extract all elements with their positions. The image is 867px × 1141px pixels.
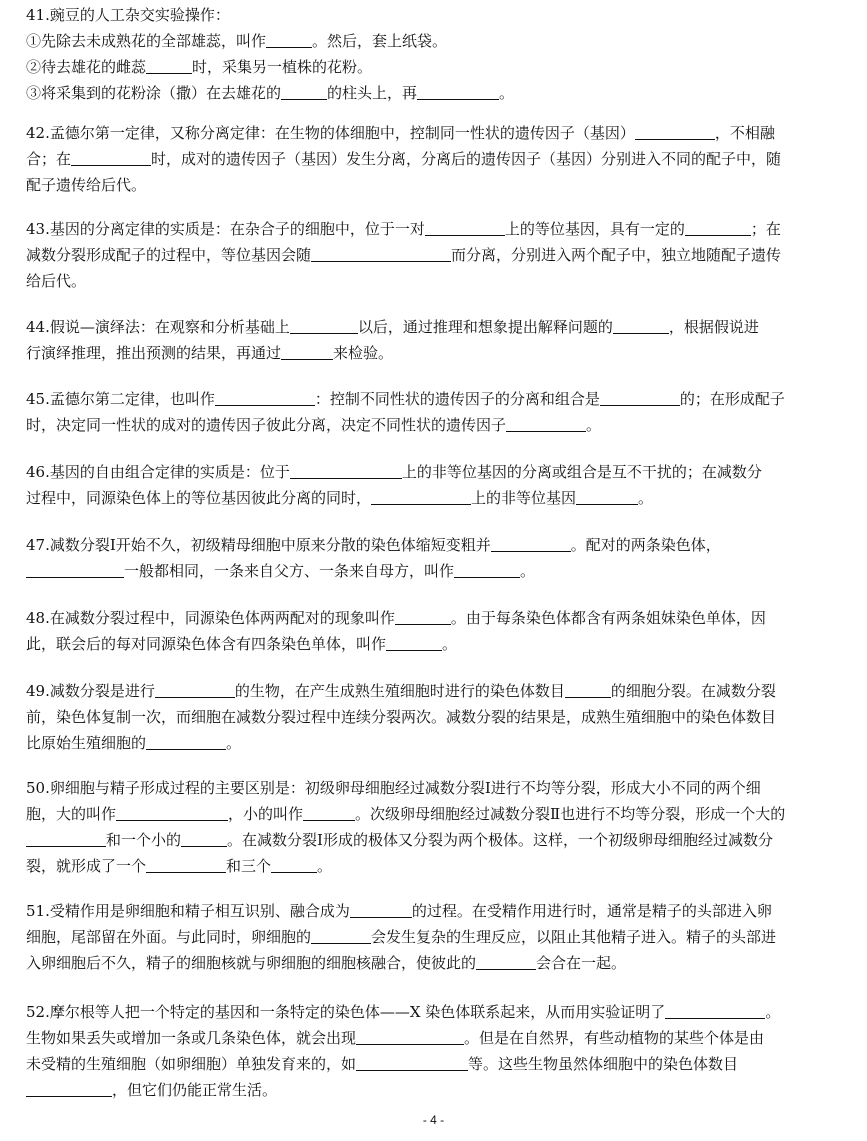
answer-blank[interactable] (26, 1080, 112, 1097)
question-text: 。 (586, 416, 602, 434)
question-text: 减数分裂形成配子的过程中，等位基因会随 (26, 246, 312, 264)
answer-blank[interactable] (454, 561, 520, 578)
question-text: 上的非等位基因的分离或组合是互不干扰的；在减数分 (401, 463, 762, 481)
answer-blank[interactable] (311, 927, 371, 944)
answer-blank[interactable] (491, 535, 571, 552)
question-line (26, 1051, 844, 1077)
question-text: 的细胞分裂。在减数分裂 (610, 682, 776, 700)
answer-blank[interactable] (395, 608, 451, 625)
question-line (26, 120, 844, 146)
answer-blank[interactable] (311, 245, 451, 262)
question-text: 会合在一起。 (536, 954, 627, 972)
question-text: 47.减数分裂Ⅰ开始不久，初级精母细胞中原来分散的染色体缩短变粗并 (26, 536, 491, 554)
question-line (26, 631, 844, 657)
answer-blank[interactable] (576, 488, 638, 505)
question-text: 时，成对的遗传因子（基因）发生分离，分离后的遗传因子（基因）分别进入不同的配子中，随 (151, 150, 782, 168)
question-text: ，小的叫作 (228, 805, 304, 823)
question-line (26, 678, 844, 704)
question-line (26, 459, 844, 485)
answer-blank[interactable] (266, 31, 312, 48)
answer-blank[interactable] (26, 561, 124, 578)
question-text: 给后代。 (26, 272, 87, 290)
answer-blank[interactable] (281, 343, 333, 360)
answer-blank[interactable] (71, 149, 151, 166)
answer-blank[interactable] (271, 856, 317, 873)
question-42 (26, 120, 844, 198)
question-text: 合；在 (26, 150, 72, 168)
question-text: 。 (765, 1003, 781, 1021)
question-line (26, 801, 844, 827)
answer-blank[interactable] (356, 1028, 464, 1045)
question-text: 而分离，分别进入两个配子中，独立地随配子遗传 (451, 246, 782, 264)
answer-blank[interactable] (146, 733, 226, 750)
question-text: ；在 (750, 220, 781, 238)
question-line (26, 54, 844, 80)
question-text: 。 (638, 489, 654, 507)
question-text: 。但是在自然界，有些动植物的某些个体是由 (464, 1029, 765, 1047)
question-text: 。在减数分裂Ⅰ形成的极体又分裂为两个极体。这样，一个初级卵母细胞经过减数分 (227, 831, 773, 849)
question-48 (26, 605, 844, 657)
question-text: 会发生复杂的生理反应，以阻止其他精子进入。精子的头部进 (371, 928, 777, 946)
question-line (26, 412, 844, 438)
question-line (26, 340, 844, 366)
question-text: 46.基因的自由组合定律的实质是：位于 (26, 463, 290, 481)
question-line (26, 853, 844, 879)
question-line (26, 485, 844, 511)
question-text: 。由于每条染色体都含有两条姐妹染色单体，因 (450, 609, 766, 627)
question-44 (26, 314, 844, 366)
question-text: ，根据假说进 (668, 318, 759, 336)
question-line (26, 950, 844, 976)
question-text: 41.豌豆的人工杂交实验操作： (26, 6, 230, 24)
answer-blank[interactable] (417, 83, 499, 100)
question-line (26, 242, 844, 268)
question-text: 。然后，套上纸袋。 (312, 32, 448, 50)
question-line (26, 172, 844, 198)
answer-blank[interactable] (635, 123, 715, 140)
question-line (26, 775, 844, 801)
question-45 (26, 386, 844, 438)
question-text: 50.卵细胞与精子形成过程的主要区别是：初级卵母细胞经过减数分裂Ⅰ进行不均等分裂，形成大小不同的两个细 (26, 779, 761, 797)
answer-blank[interactable] (181, 830, 227, 847)
question-text: 生物如果丢失或增加一条或几条染色体，就会出现 (26, 1029, 357, 1047)
question-text: 48.在减数分裂过程中，同源染色体两两配对的现象叫作 (26, 609, 395, 627)
question-line (26, 146, 844, 172)
question-text: 。次级卵母细胞经过减数分裂Ⅱ也进行不均等分裂，形成一个大的 (355, 805, 786, 823)
answer-blank[interactable] (303, 804, 355, 821)
question-text: 上的非等位基因 (471, 489, 577, 507)
answer-blank[interactable] (350, 901, 412, 918)
answer-blank[interactable] (506, 415, 586, 432)
question-text: 时，决定同一性状的成对的遗传因子彼此分离，决定不同性状的遗传因子 (26, 416, 507, 434)
answer-blank[interactable] (371, 488, 471, 505)
question-text: 。 (226, 734, 242, 752)
answer-blank[interactable] (665, 1002, 765, 1019)
question-text: 的过程。在受精作用进行时，通常是精子的头部进入卵 (411, 902, 772, 920)
question-line (26, 80, 844, 106)
answer-blank[interactable] (613, 317, 669, 334)
question-text: ①先除去未成熟花的全部雄蕊，叫作 (26, 32, 267, 50)
question-line (26, 28, 844, 54)
question-line (26, 216, 844, 242)
question-text: 来检验。 (333, 344, 394, 362)
question-text: 。 (317, 857, 333, 875)
question-41 (26, 2, 844, 106)
question-text: ②待去雄花的雌蕊 (26, 58, 147, 76)
question-text: 等。这些生物虽然体细胞中的染色体数目 (468, 1055, 739, 1073)
question-text: 52.摩尔根等人把一个特定的基因和一条特定的染色体——X 染色体联系起来，从而用实验证明了 (26, 1003, 666, 1021)
question-text: 的生物，在产生成熟生殖细胞时进行的染色体数目 (234, 682, 565, 700)
question-line (26, 827, 844, 853)
question-52 (26, 999, 844, 1103)
question-line (26, 268, 844, 294)
question-text: 一般都相同，一条来自父方、一条来自母方，叫作 (124, 562, 455, 580)
question-line (26, 1077, 844, 1103)
question-text: 胞，大的叫作 (26, 805, 117, 823)
answer-blank[interactable] (565, 681, 611, 698)
question-text: 时，采集另一植株的花粉。 (192, 58, 373, 76)
answer-blank[interactable] (116, 804, 228, 821)
question-line (26, 924, 844, 950)
question-text: 入卵细胞后不久，精子的细胞核就与卵细胞的细胞核融合，使彼此的 (26, 954, 477, 972)
question-text: 44.假说—演绎法：在观察和分析基础上 (26, 318, 290, 336)
question-text: 配子遗传给后代。 (26, 176, 147, 194)
question-43 (26, 216, 844, 294)
question-text: 49.减数分裂是进行 (26, 682, 155, 700)
question-line (26, 999, 844, 1025)
question-text: 43.基因的分离定律的实质是：在杂合子的细胞中，位于一对 (26, 220, 425, 238)
question-49 (26, 678, 844, 756)
question-text: ，但它们仍能正常生活。 (112, 1081, 278, 1099)
question-text: ，不相融 (714, 124, 775, 142)
question-text: 比原始生殖细胞的 (26, 734, 147, 752)
answer-blank[interactable] (26, 830, 106, 847)
answer-blank[interactable] (215, 389, 315, 406)
question-text: 。配对的两条染色体， (570, 536, 721, 554)
question-text: 细胞，尾部留在外面。与此同时，卵细胞的 (26, 928, 312, 946)
question-line (26, 558, 844, 584)
answer-blank[interactable] (290, 317, 358, 334)
question-line (26, 1025, 844, 1051)
question-46 (26, 459, 844, 511)
answer-blank[interactable] (600, 389, 680, 406)
page-number: - 4 - (422, 1113, 445, 1127)
question-text: 51.受精作用是卵细胞和精子相互识别、融合成为 (26, 902, 350, 920)
question-text: 前，染色体复制一次，而细胞在减数分裂过程中连续分裂两次。减数分裂的结果是，成熟生殖细胞中的染色体数目 (26, 708, 777, 726)
answer-blank[interactable] (290, 462, 402, 479)
question-text: ③将采集到的花粉涂（撒）在去雄花的 (26, 84, 282, 102)
question-text: 和一个小的 (106, 831, 182, 849)
question-text: 45.孟德尔第二定律，也叫作 (26, 390, 215, 408)
question-line (26, 314, 844, 340)
question-line (26, 605, 844, 631)
question-text: 。 (499, 84, 515, 102)
question-47 (26, 532, 844, 584)
question-text: 以后，通过推理和想象提出解释问题的 (357, 318, 613, 336)
question-line (26, 386, 844, 412)
question-line (26, 898, 844, 924)
question-text: 的柱头上，再 (327, 84, 418, 102)
question-line (26, 730, 844, 756)
answer-blank[interactable] (476, 953, 536, 970)
question-text: 上的等位基因，具有一定的 (504, 220, 685, 238)
question-text: 此，联会后的每对同源染色体含有四条染色单体，叫作 (26, 635, 387, 653)
answer-blank[interactable] (155, 681, 235, 698)
question-text: 行演绎推理，推出预测的结果，再通过 (26, 344, 282, 362)
answer-blank[interactable] (356, 1054, 468, 1071)
question-text: 裂，就形成了一个 (26, 857, 147, 875)
question-text: 的；在形成配子 (679, 390, 785, 408)
answer-blank[interactable] (146, 856, 226, 873)
question-text: 。 (442, 635, 458, 653)
question-51 (26, 898, 844, 976)
question-text: ：控制不同性状的遗传因子的分离和组合是 (314, 390, 600, 408)
question-line (26, 704, 844, 730)
answer-blank[interactable] (146, 57, 192, 74)
question-text: 未受精的生殖细胞（如卵细胞）单独发育来的，如 (26, 1055, 357, 1073)
question-line (26, 2, 844, 28)
question-text: 过程中，同源染色体上的等位基因彼此分离的同时， (26, 489, 372, 507)
answer-blank[interactable] (685, 219, 751, 236)
question-text: 和三个 (226, 857, 272, 875)
question-50 (26, 775, 844, 879)
answer-blank[interactable] (281, 83, 327, 100)
question-text: 。 (520, 562, 536, 580)
question-line (26, 532, 844, 558)
answer-blank[interactable] (386, 634, 442, 651)
answer-blank[interactable] (425, 219, 505, 236)
question-text: 42.孟德尔第一定律，又称分离定律：在生物的体细胞中，控制同一性状的遗传因子（基因） (26, 124, 635, 142)
